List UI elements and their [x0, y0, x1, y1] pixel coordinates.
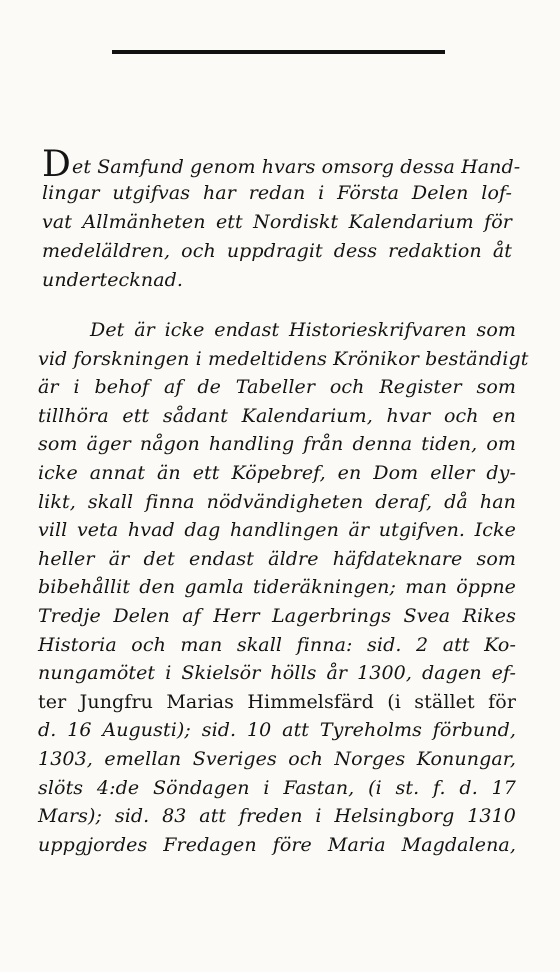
- paragraph-2-line-4: tillhöra ett sådant Kalendarium, hvar och en: [38, 404, 516, 427]
- paragraph-1-line-2: lingar utgifvas har redan i Första Delen lof-: [42, 182, 512, 204]
- paragraph-2-line-8: vill veta hvad dag handlingen är utgifven. Icke: [38, 519, 516, 542]
- paragraph-2-line-6: icke annat än ett Köpebref, en Dom eller dy-: [38, 461, 516, 484]
- paragraph-2: [38, 316, 529, 859]
- paragraph-2-line-7: likt, skall finna nödvändigheten deraf, då han: [38, 490, 516, 513]
- paragraph-2-line-11: Tredje Delen af Herr Lagerbrings Svea Rikes: [38, 604, 516, 627]
- paragraph-2-line-2: vid forskningen i medeltidens Krönikor beständigt: [38, 347, 529, 370]
- paragraph-2-line-10: bibehållit den gamla tideräkningen; man öppne: [38, 576, 516, 599]
- paragraph-2-line-19: uppgjordes Fredagen före Maria Magdalena,: [38, 833, 516, 856]
- paragraph-2-line-9: heller är det endast äldre häfdateknare som: [38, 547, 516, 570]
- paragraph-2-line-15: d. 16 Augusti); sid. 10 att Tyreholms förbund,: [38, 719, 516, 742]
- paragraph-1-line-1-text: et Samfund genom hvars omsorg dessa Hand-: [71, 156, 521, 178]
- paragraph-2-line-5: som äger någon handling från denna tiden, om: [38, 433, 516, 456]
- header-rule: [112, 50, 445, 54]
- paragraph-1: [42, 144, 521, 295]
- paragraph-2-line-18: Mars); sid. 83 att freden i Helsingborg 1310: [38, 805, 516, 828]
- paragraph-2-line-13: nungamötet i Skielsör hölls år 1300, dagen ef-: [38, 662, 516, 685]
- paragraph-2-line-3: är i behof af de Tabeller och Register som: [38, 376, 516, 399]
- drop-cap: D: [42, 144, 71, 185]
- paragraph-2-line-17: slöts 4:de Söndagen i Fastan, (i st. f. d. 17: [38, 776, 516, 799]
- paragraph-2-line-1: Det är icke endast Historieskrifvaren som: [90, 319, 516, 341]
- paragraph-1-line-5: undertecknad.: [42, 269, 184, 291]
- paragraph-2-line-14: ter Jungfru Marias Himmelsfärd (i stället för: [38, 690, 516, 713]
- paragraph-2-line-12: Historia och man skall finna: sid. 2 att Ko-: [38, 633, 516, 656]
- paragraph-1-line-1: [42, 144, 521, 185]
- paragraph-1-line-4: medeläldren, och uppdragit dess redaktion åt: [42, 240, 512, 262]
- paragraph-1-line-3: vat Allmänheten ett Nordiskt Kalendarium för: [42, 211, 512, 233]
- paragraph-2-line-16: 1303, emellan Sveriges och Norges Konungar,: [38, 747, 516, 770]
